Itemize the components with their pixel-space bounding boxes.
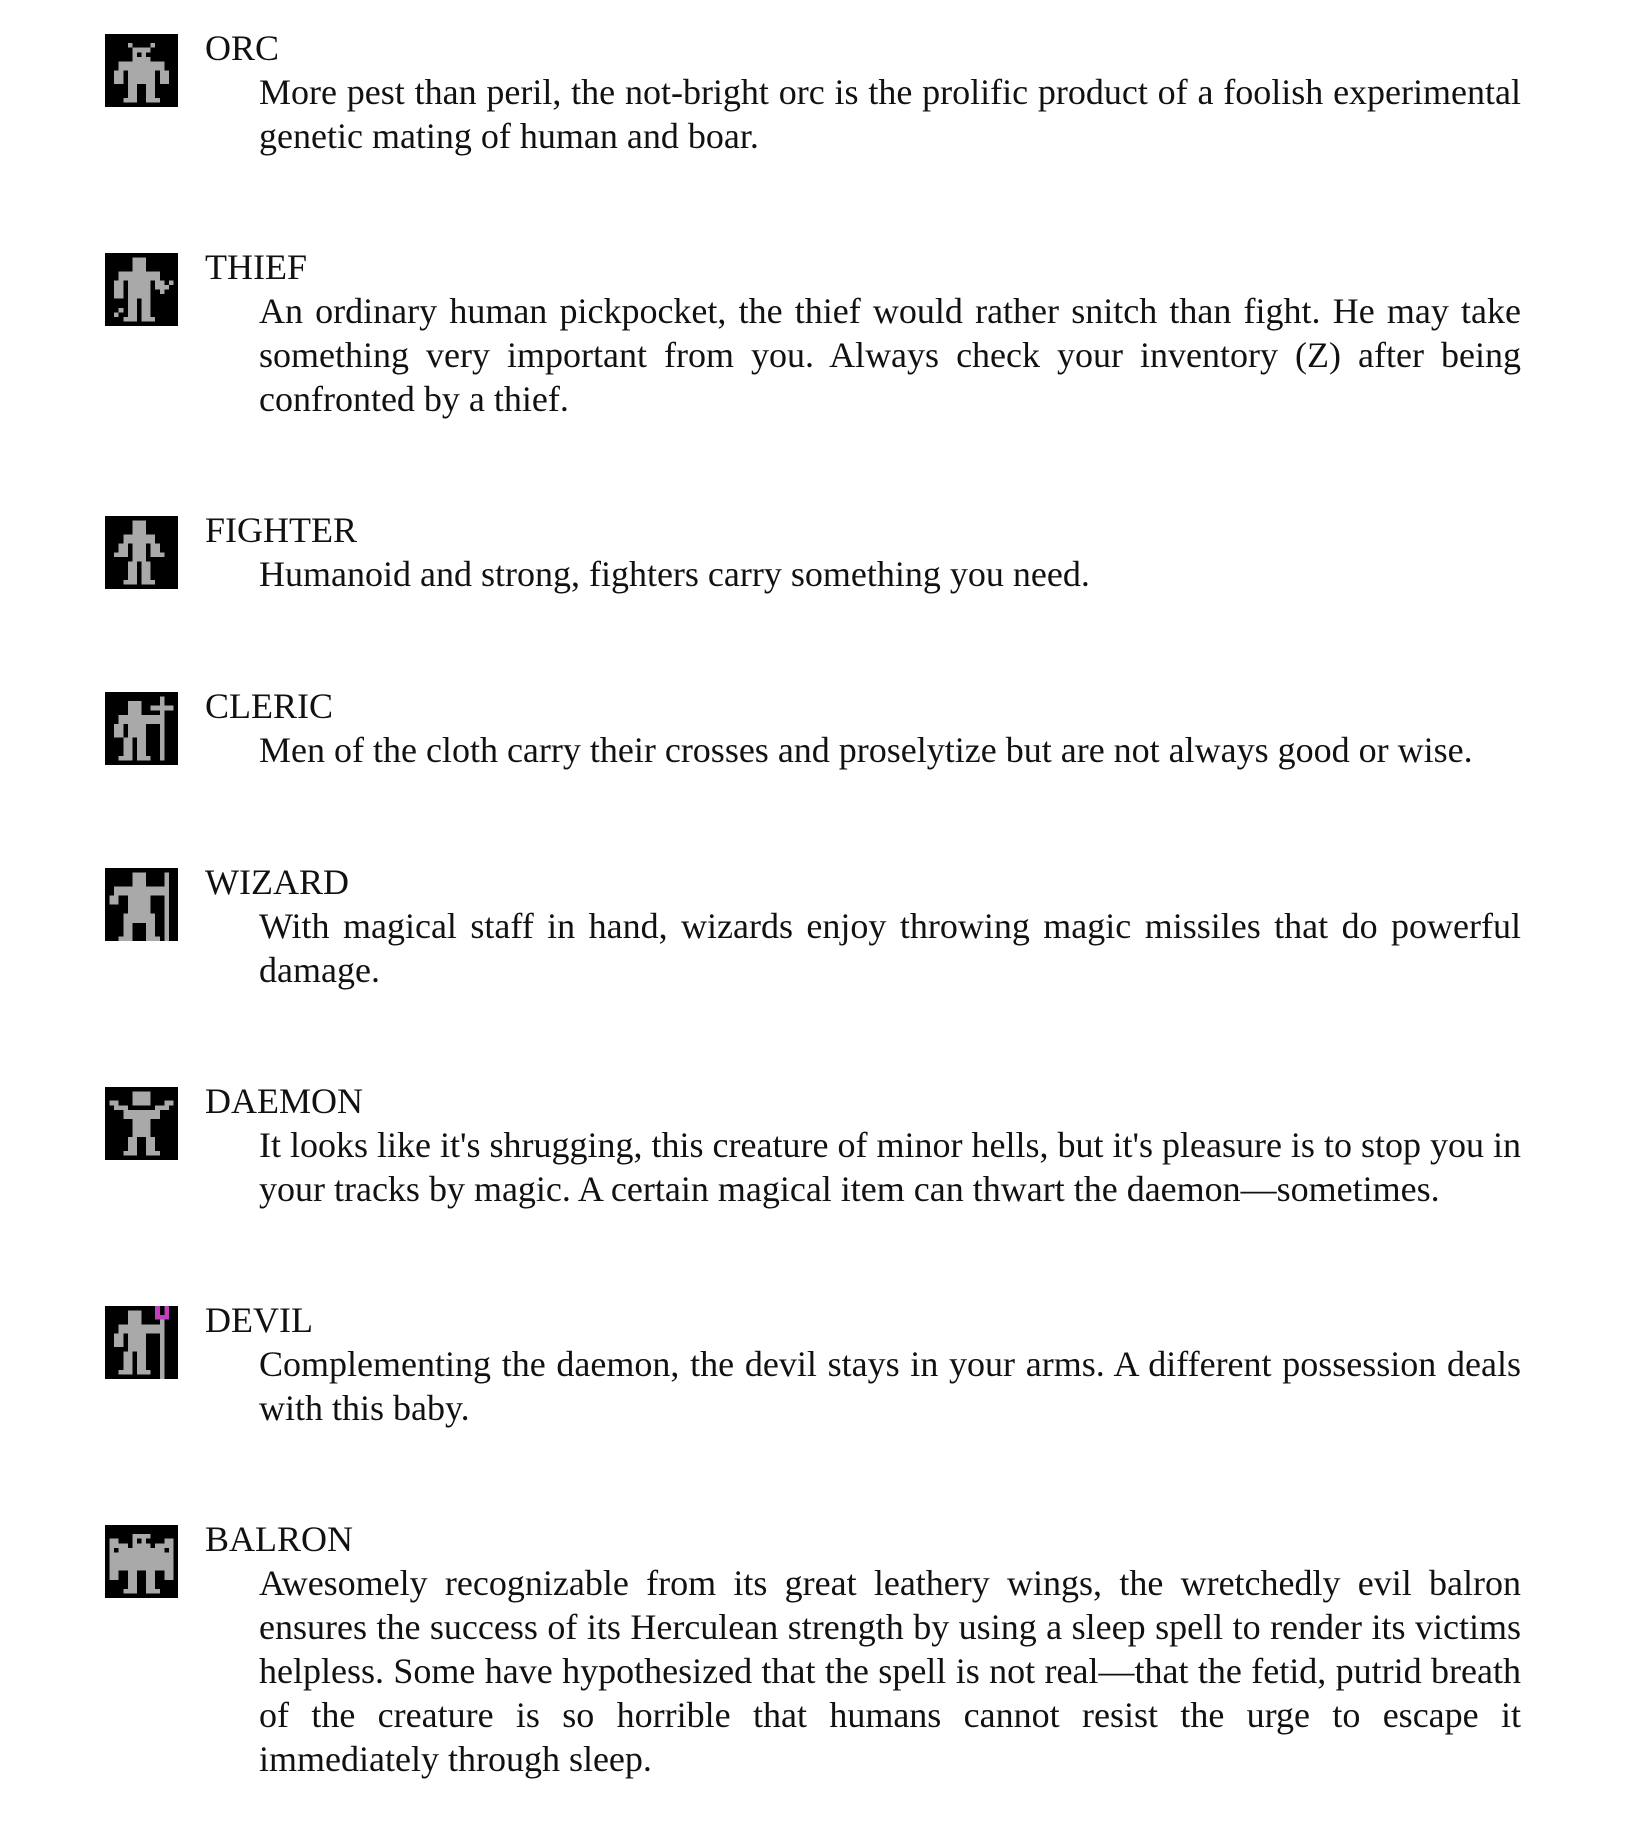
monster-description: Awesomely recognizable from its great leathery wings, the wretchedly evil balron ensures the success of its Herculean strength by using a sleep spell to render its victims helpless. Some have hypothesized that the spell is not real—that the fetid, putrid breath of the creature is so horrible that humans cannot resist the urge to escape it immediately through sleep.	[259, 1563, 1521, 1779]
monster-name: WIZARD	[205, 862, 349, 902]
monster-name: DEVIL	[205, 1300, 313, 1340]
monster-name: FIGHTER	[205, 510, 357, 550]
monster-description: Complementing the daemon, the devil stays in your arms. A different possession deals with this baby.	[259, 1344, 1521, 1428]
orc-icon	[105, 34, 178, 107]
monster-description: Men of the cloth carry their crosses and proselytize but are not always good or wise.	[259, 730, 1473, 770]
monster-name: BALRON	[205, 1519, 354, 1559]
monster-name: DAEMON	[205, 1081, 363, 1121]
fighter-icon	[105, 516, 178, 589]
monster-description: Humanoid and strong, fighters carry something you need.	[259, 554, 1090, 594]
monster-description: An ordinary human pickpocket, the thief would rather snitch than fight. He may take something very important from you. Always check your inventory (Z) after being confronted by a thief.	[259, 291, 1521, 419]
monster-name: CLERIC	[205, 686, 334, 726]
cleric-icon	[105, 692, 178, 765]
balron-icon	[105, 1525, 178, 1598]
wizard-icon	[105, 868, 178, 941]
monster-description: It looks like it's shrugging, this creature of minor hells, but it's pleasure is to stop you in your tracks by magic. A certain magical item can thwart the daemon—sometimes.	[259, 1125, 1521, 1209]
monster-description: More pest than peril, the not-bright orc is the prolific product of a foolish experimental genetic mating of human and boar.	[259, 72, 1521, 156]
devil-icon	[105, 1306, 178, 1379]
thief-icon	[105, 253, 178, 326]
monster-name: ORC	[205, 28, 280, 68]
monster-name: THIEF	[205, 247, 307, 287]
monster-description: With magical staff in hand, wizards enjoy throwing magic missiles that do powerful damage.	[259, 906, 1521, 990]
daemon-icon	[105, 1087, 178, 1160]
